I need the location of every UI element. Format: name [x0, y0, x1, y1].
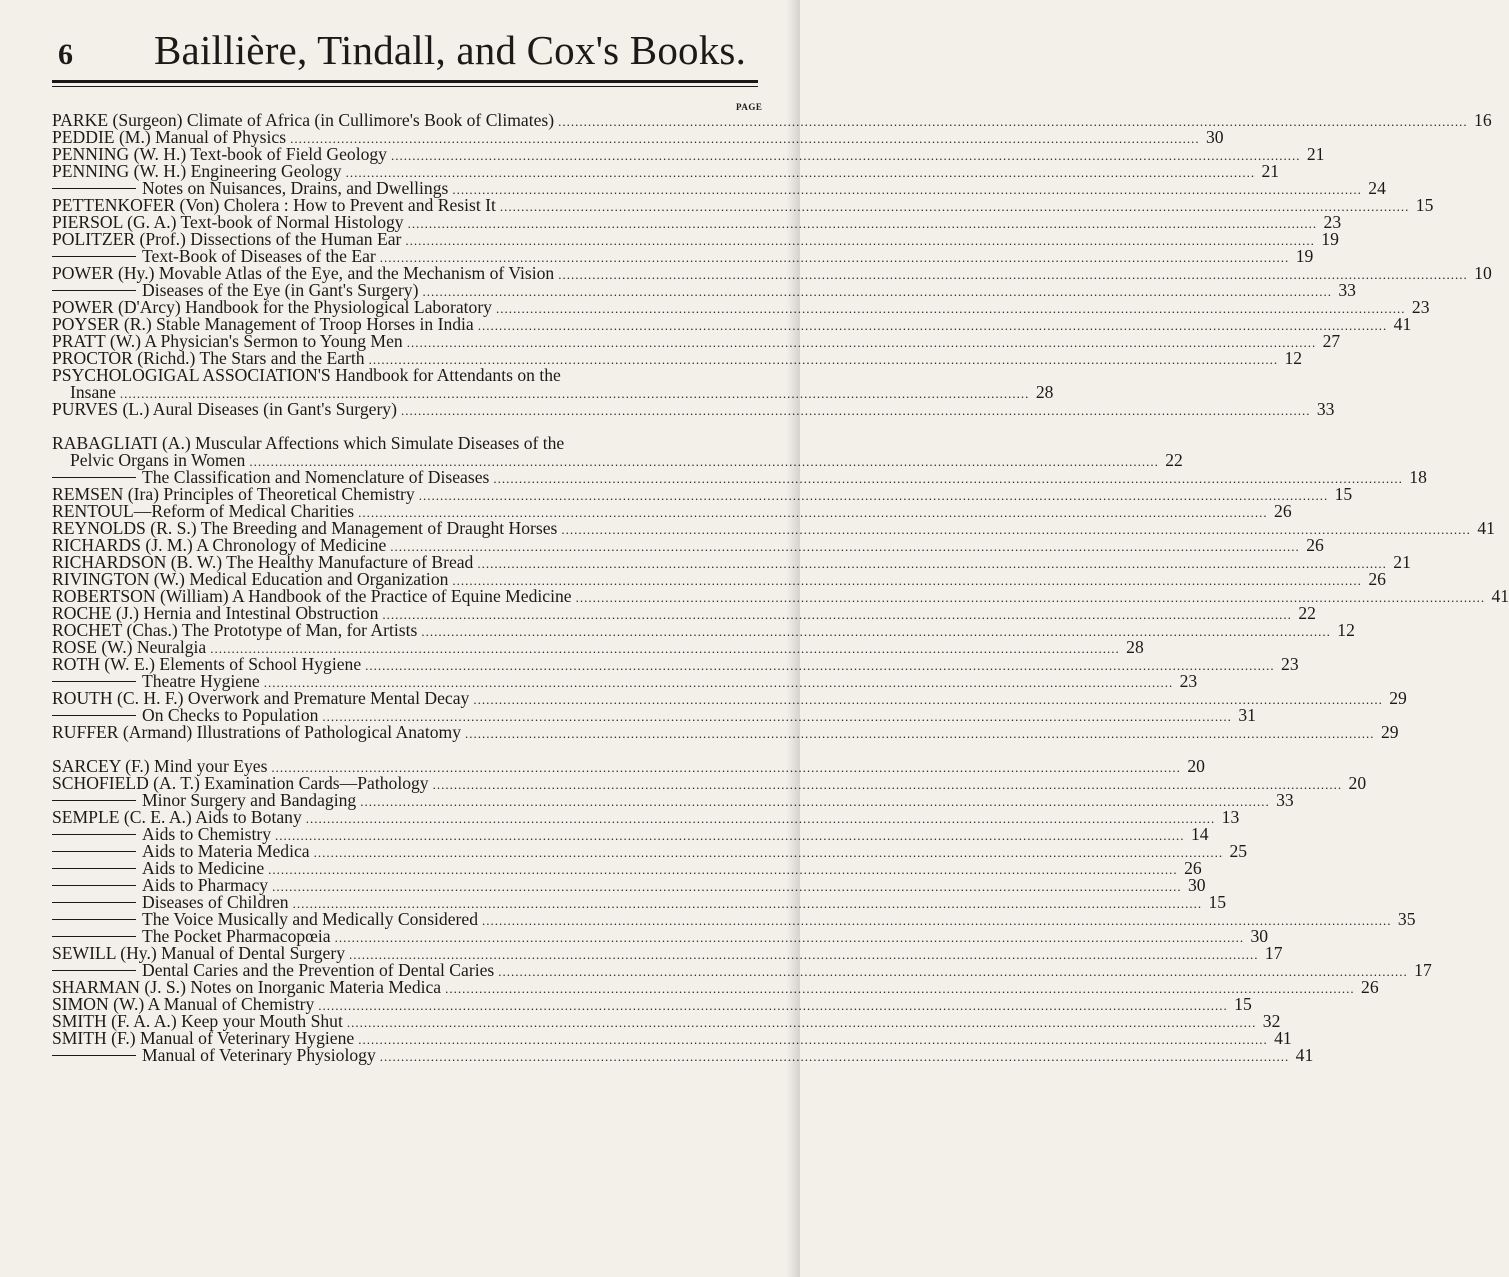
entry-page-number: 33	[1338, 280, 1356, 300]
entry-title: REMSEN (Ira) Principles of Theoretical Chemistry	[52, 484, 415, 504]
entry-title: RUFFER (Armand) Illustrations of Pathological Anatomy	[52, 722, 462, 742]
entry-title: POWER (D'Arcy) Handbook for the Physiological Laboratory	[52, 297, 492, 317]
entry-title: ROBERTSON (William) A Handbook of the Practice of Equine Medicine	[52, 586, 572, 606]
entry-title: Minor Surgery and Bandaging	[142, 790, 357, 810]
ditto-dash	[52, 851, 136, 852]
dot-leader	[408, 215, 1318, 232]
entry-title: Diseases of the Eye (in Gant's Surgery)	[142, 280, 419, 300]
entry-title: PIERSOL (G. A.) Text-book of Normal Histology	[52, 212, 404, 232]
running-title: Baillière, Tindall, and Cox's Books.	[154, 27, 747, 73]
entry-title: Theatre Hygiene	[142, 671, 260, 691]
ditto-dash	[52, 885, 136, 886]
ditto-dash	[52, 256, 136, 257]
entry-title: The Pocket Pharmacopœia	[142, 926, 331, 946]
entry-title: The Classification and Nomenclature of Diseases	[142, 467, 490, 487]
dot-leader	[268, 861, 1178, 878]
entry-page-number: 22	[1165, 450, 1183, 470]
entry-title: SMITH (F. A. A.) Keep your Mouth Shut	[52, 1011, 343, 1031]
page-number: 6	[58, 38, 73, 71]
ditto-dash	[52, 290, 136, 291]
entry-page-number: 25	[1229, 841, 1248, 861]
dot-leader	[561, 521, 1471, 538]
entry-page-number: 23	[1281, 654, 1299, 674]
dot-leader	[478, 317, 1388, 334]
dot-leader	[347, 1014, 1257, 1031]
dot-leader	[419, 487, 1329, 504]
dot-leader	[421, 623, 1331, 640]
entry-title: PURVES (L.) Aural Diseases (in Gant's Surgery)	[52, 399, 397, 419]
entry-group	[52, 756, 1432, 1065]
header-rule-thin	[52, 86, 758, 87]
entry-title: Pelvic Organs in Women	[70, 450, 246, 470]
entry-page-number: 20	[1187, 756, 1205, 776]
dot-leader	[558, 266, 1468, 283]
entry-title: POLITZER (Prof.) Dissections of the Human Ear	[52, 229, 402, 249]
dot-leader	[306, 810, 1216, 827]
entry-title: RENTOUL—Reform of Medical Charities	[52, 501, 355, 521]
dot-leader	[500, 198, 1410, 215]
dot-leader	[445, 980, 1355, 997]
page-column-label: PAGE	[736, 102, 763, 112]
dot-leader	[272, 878, 1182, 895]
entry-title: SHARMAN (J. S.) Notes on Inorganic Materia Medica	[52, 977, 442, 997]
entry-group	[52, 110, 1492, 419]
ditto-dash	[52, 800, 136, 801]
entry-title: Text-Book of Diseases of the Ear	[142, 246, 376, 266]
entry-page-number: 41	[1295, 1045, 1314, 1065]
entry-page-number: 28	[1126, 637, 1144, 657]
ditto-dash	[52, 1055, 136, 1056]
entry-page-number: 17	[1414, 960, 1432, 980]
entry-title: RICHARDSON (B. W.) The Healthy Manufacture of Bread	[52, 552, 474, 572]
entry-page-number: 15	[1208, 892, 1227, 912]
entry-page-number: 12	[1284, 348, 1303, 368]
entry-title: Notes on Nuisances, Drains, and Dwellings	[142, 178, 449, 198]
entry-page-number: 41	[1393, 314, 1412, 334]
entry-title: ROUTH (C. H. F.) Overwork and Premature Mental Decay	[52, 688, 470, 708]
entry-title: Manual of Veterinary Physiology	[142, 1045, 376, 1065]
entry-title: PEDDIE (M.) Manual of Physics	[52, 127, 287, 147]
dot-leader	[452, 181, 1362, 198]
entry-title: PRATT (W.) A Physician's Sermon to Young Men	[52, 331, 403, 351]
entry-page-number: 29	[1389, 688, 1407, 708]
entry-title: Aids to Chemistry	[142, 824, 272, 844]
entry-page-number: 19	[1321, 229, 1339, 249]
entry-page-number: 17	[1264, 943, 1283, 963]
entry-page-number: 26	[1274, 501, 1292, 521]
entry-title: Aids to Pharmacy	[142, 875, 269, 895]
dot-leader	[498, 963, 1408, 980]
entry-page-number: 15	[1234, 994, 1252, 1014]
entry-title: PENNING (W. H.) Text-book of Field Geology	[52, 144, 387, 164]
entry-title: ROCHET (Chas.) The Prototype of Man, for Artists	[52, 620, 418, 640]
entry-page-number: 21	[1393, 552, 1411, 572]
entry-title: SEMPLE (C. E. A.) Aids to Botany	[52, 807, 302, 827]
entry-page-number: 12	[1337, 620, 1355, 640]
entry-page-number: 29	[1380, 722, 1399, 742]
entry-title: PROCTOR (Richd.) The Stars and the Earth	[52, 348, 365, 368]
entry-page-number: 14	[1190, 824, 1209, 844]
ditto-dash	[52, 477, 136, 478]
dot-leader	[452, 572, 1362, 589]
entry-page-number: 41	[1491, 586, 1509, 606]
page-header	[58, 26, 758, 74]
dot-leader	[558, 113, 1468, 130]
entry-title: REYNOLDS (R. S.) The Breeding and Management of Draught Horses	[52, 518, 558, 538]
entry-title: Dental Caries and the Prevention of Dental Caries	[142, 960, 495, 980]
entry-title: RABAGLIATI (A.) Muscular Affections which Simulate Diseases of the	[52, 433, 565, 453]
entry-title: ROCHE (J.) Hernia and Intestinal Obstruction	[52, 603, 379, 623]
dot-leader	[465, 725, 1375, 742]
entry-page-number: 26	[1361, 977, 1379, 997]
entry-page-number: 26	[1184, 858, 1202, 878]
dot-leader	[275, 827, 1185, 844]
dot-leader	[433, 776, 1343, 793]
entry-page-number: 16	[1474, 110, 1492, 130]
ditto-dash	[52, 681, 136, 682]
dot-leader	[290, 130, 1200, 147]
entry-title: PENNING (W. H.) Engineering Geology	[52, 161, 342, 181]
entry-title: PETTENKOFER (Von) Cholera : How to Prevent and Resist It	[52, 195, 496, 215]
entry-page-number: 21	[1306, 144, 1325, 164]
dot-leader	[380, 1048, 1290, 1065]
dot-leader	[382, 606, 1292, 623]
entry-page-number: 20	[1348, 773, 1367, 793]
entry-title: Aids to Materia Medica	[142, 841, 310, 861]
catalogue-entry	[52, 1045, 1314, 1065]
dot-leader	[401, 402, 1311, 419]
ditto-dash	[52, 936, 136, 937]
ditto-dash	[52, 970, 136, 971]
entry-page-number: 30	[1250, 926, 1269, 946]
entry-title: PARKE (Surgeon) Climate of Africa (in Cullimore's Book of Climates)	[52, 110, 555, 130]
dot-leader	[318, 997, 1228, 1014]
dot-leader	[358, 1031, 1268, 1048]
entry-page-number: 23	[1179, 671, 1198, 691]
dot-leader	[346, 164, 1256, 181]
catalogue-entry	[52, 722, 1399, 742]
page-edge-shadow	[786, 0, 800, 1277]
entry-page-number: 21	[1261, 161, 1280, 181]
dot-leader	[407, 334, 1317, 351]
entry-page-number: 33	[1276, 790, 1294, 810]
catalogue-entries	[52, 110, 1509, 1081]
entry-title: ROSE (W.) Neuralgia	[52, 637, 207, 657]
dot-leader	[422, 283, 1332, 300]
entry-page-number: 19	[1295, 246, 1314, 266]
entry-title: SMITH (F.) Manual of Veterinary Hygiene	[52, 1028, 355, 1048]
ditto-dash	[52, 902, 136, 903]
dot-leader	[360, 793, 1270, 810]
entry-page-number: 23	[1323, 212, 1342, 232]
entry-page-number: 32	[1262, 1011, 1281, 1031]
entry-page-number: 15	[1334, 484, 1353, 504]
entry-title: RICHARDS (J. M.) A Chronology of Medicine	[52, 535, 387, 555]
entry-page-number: 18	[1409, 467, 1427, 487]
ditto-dash	[52, 715, 136, 716]
entry-page-number: 41	[1477, 518, 1495, 538]
ditto-dash	[52, 188, 136, 189]
entry-title: ROTH (W. E.) Elements of School Hygiene	[52, 654, 362, 674]
entry-page-number: 35	[1397, 909, 1416, 929]
entry-page-number: 13	[1221, 807, 1240, 827]
entry-title: Diseases of Children	[142, 892, 289, 912]
entry-page-number: 23	[1411, 297, 1430, 317]
ditto-dash	[52, 868, 136, 869]
entry-page-number: 41	[1274, 1028, 1292, 1048]
entry-page-number: 10	[1474, 263, 1492, 283]
entry-page-number: 15	[1415, 195, 1434, 215]
entry-title: PSYCHOLOGIGAL ASSOCIATION'S Handbook for Attendants on the	[52, 365, 561, 385]
entry-page-number: 26	[1368, 569, 1386, 589]
entry-title: Aids to Medicine	[142, 858, 265, 878]
ditto-dash	[52, 919, 136, 920]
dot-leader	[493, 470, 1403, 487]
entry-page-number: 31	[1238, 705, 1256, 725]
dot-leader	[314, 844, 1224, 861]
entry-title: On Checks to Population	[142, 705, 319, 725]
entry-title: The Voice Musically and Medically Considered	[142, 909, 478, 929]
entry-title: POYSER (R.) Stable Management of Troop Horses in India	[52, 314, 474, 334]
entry-title: SIMON (W.) A Manual of Chemistry	[52, 994, 315, 1014]
catalogue-entry	[52, 399, 1335, 419]
ditto-dash	[52, 834, 136, 835]
entry-title: SEWILL (Hy.) Manual of Dental Surgery	[52, 943, 345, 963]
dot-leader	[405, 232, 1315, 249]
catalogue-entry	[52, 367, 768, 384]
entry-page-number: 22	[1298, 603, 1316, 623]
dot-leader	[365, 657, 1275, 674]
header-rule-thick	[52, 80, 758, 83]
entry-page-number: 28	[1035, 382, 1054, 402]
entry-page-number: 30	[1205, 127, 1224, 147]
entry-page-number: 30	[1187, 875, 1206, 895]
dot-leader	[576, 589, 1486, 606]
dot-leader	[391, 147, 1301, 164]
entry-title: POWER (Hy.) Movable Atlas of the Eye, and the Mechanism of Vision	[52, 263, 555, 283]
entry-title: SARCEY (F.) Mind your Eyes	[52, 756, 268, 776]
entry-title: RIVINGTON (W.) Medical Education and Organization	[52, 569, 449, 589]
dot-leader	[496, 300, 1406, 317]
entry-group	[52, 433, 1509, 742]
entry-page-number: 33	[1316, 399, 1335, 419]
entry-title: Insane	[70, 382, 116, 402]
entry-page-number: 26	[1306, 535, 1324, 555]
dot-leader	[477, 555, 1387, 572]
entry-title: SCHOFIELD (A. T.) Examination Cards—Pathology	[52, 773, 429, 793]
entry-page-number: 27	[1322, 331, 1341, 351]
dot-leader	[390, 538, 1300, 555]
entry-page-number: 24	[1368, 178, 1386, 198]
